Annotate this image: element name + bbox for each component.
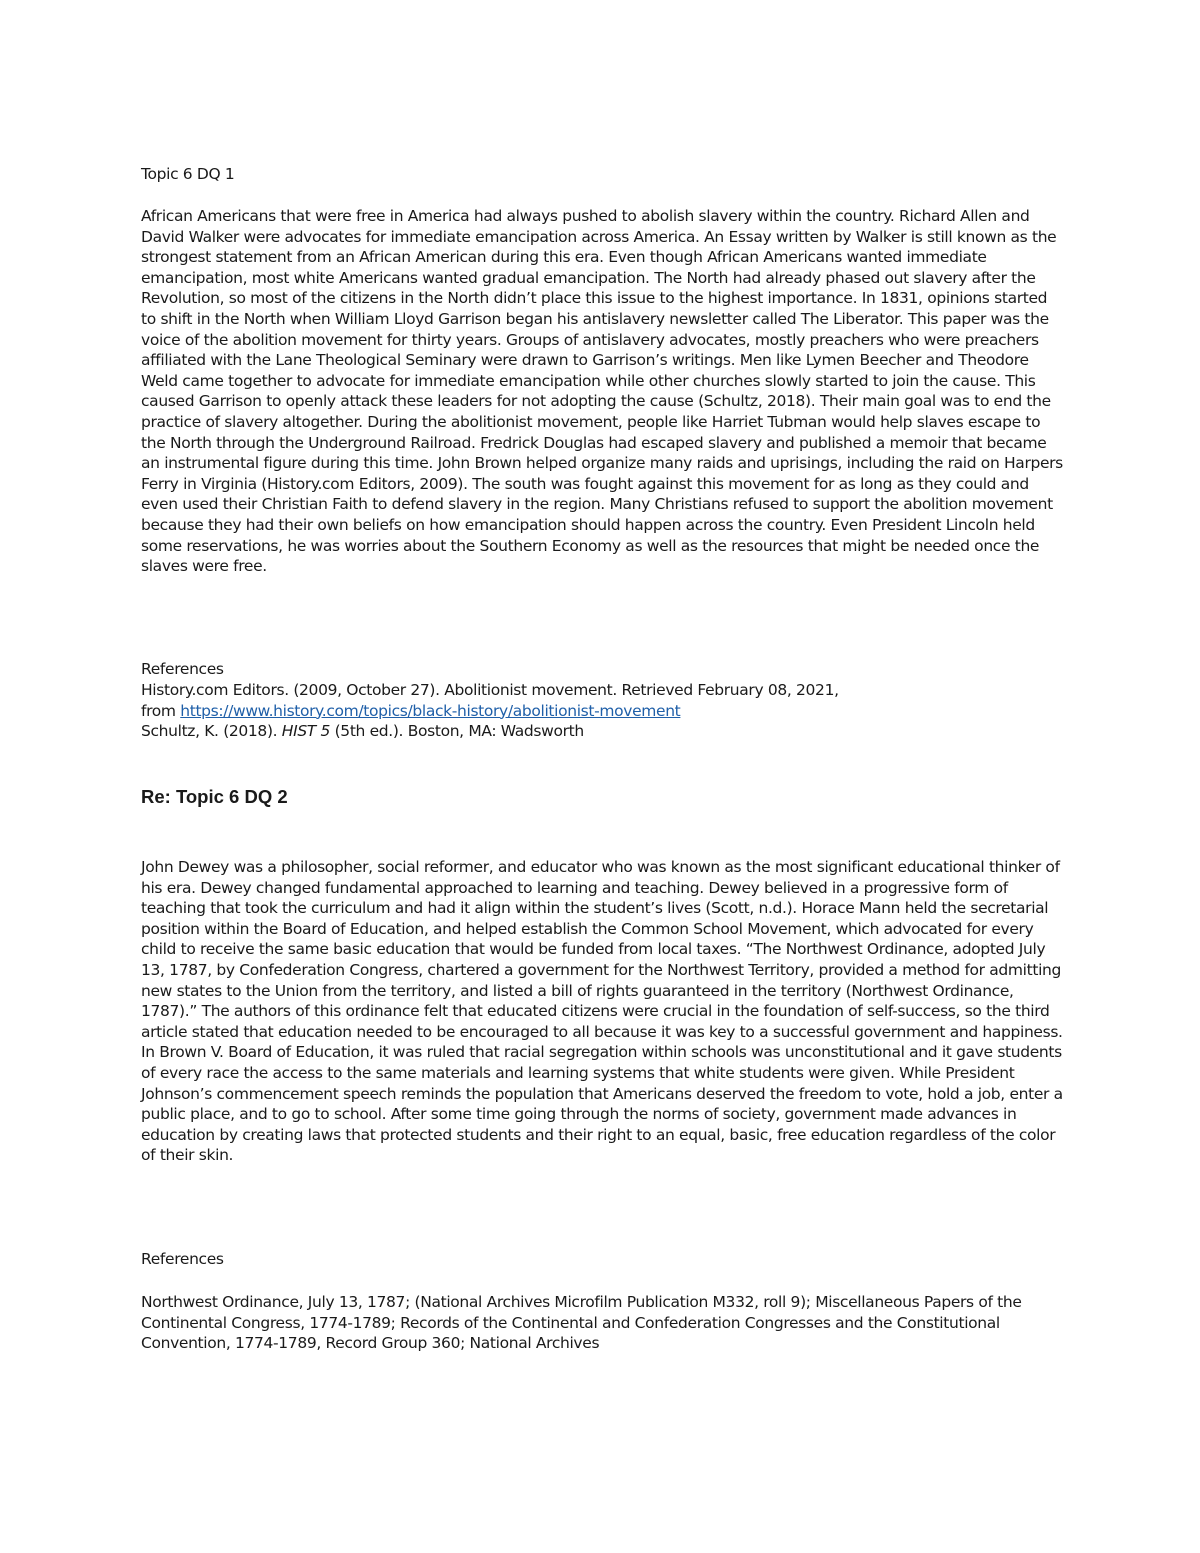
reference-history-link[interactable]: https://www.history.com/topics/black-history/abolitionist-movement	[180, 701, 681, 720]
reference-schultz-rest: (5th ed.). Boston, MA: Wadsworth	[330, 722, 584, 741]
topic2-body-paragraph: John Dewey was a philosopher, social reformer, and educator who was known as the most significant educational thinker of his era. Dewey changed fundamental approached to learning and teaching. Dewey believed in a progressive form of teaching that took the curriculum and had it align within the student’s lives (Scott, n.d.). Horace Mann held the secretarial position within the Board of Education, and helped establish the Common School Movement, which advocated for every child to receive the same basic education that would be funded from local taxes. “The Northwest Ordinance, adopted July 13, 1787, by Confederation Congress, chartered a government for the Northwest Territory, provided a method for admitting new states to the Union from the territory, and listed a bill of rights guaranteed in the territory (Northwest Ordinance, 1787).” The authors of this ordinance felt that educated citizens were crucial in the foundation of self-success, so the third article stated that education needed to be encouraged to all because it was key to a successful government and happiness. In Brown V. Board of Education, it was ruled that racial segregation within schools was unconstitutional and it gave students of every race the access to the same materials and learning systems that white students were given. While President Johnson’s commencement speech reminds the population that Americans deserved the freedom to vote, hold a job, enter a public place, and to go to school. After some time going through the norms of society, government made advances in education by creating laws that protected students and their right to an equal, basic, free education regardless of the color of their skin.	[141, 858, 1063, 1165]
reference-schultz-title: HIST 5	[281, 722, 331, 741]
reference-entry-history	[141, 680, 1066, 721]
topic1-references-list	[141, 680, 1066, 742]
topic1-title: Topic 6 DQ 1	[141, 165, 235, 183]
reference-entry-schultz	[141, 721, 1066, 742]
reference-schultz-author: Schultz, K. (2018).	[141, 722, 282, 741]
topic2-heading: Re: Topic 6 DQ 2	[141, 786, 288, 807]
reference-history-text: History.com Editors. (2009, October 27). Abolitionist movement. Retrieved February 08, 2021,	[141, 681, 839, 699]
topic1-body-paragraph: African Americans that were free in America had always pushed to abolish slavery within the country. Richard Allen and David Walker were advocates for immediate emancipation across America. An Essay written by Walker is still known as the strongest statement from an African American during this era. Even though African Americans wanted immediate emancipation, most white Americans wanted gradual emancipation. The North had already phased out slavery after the Revolution, so most of the citizens in the North didn’t place this issue to the highest importance. In 1831, opinions started to shift in the North when William Lloyd Garrison began his antislavery newsletter called The Liberator. This paper was the voice of the abolition movement for thirty years. Groups of antislavery advocates, mostly preachers who were preachers affiliated with the Lane Theological Seminary were drawn to Garrison’s writings. Men like Lymen Beecher and Theodore Weld came together to advocate for immediate emancipation while other churches slowly started to join the cause. This caused Garrison to openly attack these leaders for not adopting the cause (Schultz, 2018). Their main goal was to end the practice of slavery altogether. During the abolitionist movement, people like Harriet Tubman would help slaves escape to the North through the Underground Railroad. Fredrick Douglas had escaped slavery and published a memoir that became an instrumental figure during this time. John Brown helped organize many raids and uprisings, including the raid on Harpers Ferry in Virginia (History.com Editors, 2009). The south was fought against this movement for as long as they could and even used their Christian Faith to defend slavery in the region. Many Christians refused to support the abolition movement because they had their own beliefs on how emancipation should happen across the country. Even President Lincoln held some reservations, he was worries about the Southern Economy as well as the resources that might be needed once the slaves were free.	[141, 207, 1063, 576]
topic1-references-heading: References	[141, 660, 224, 678]
reference-entry-northwest-ordinance: Northwest Ordinance, July 13, 1787; (National Archives Microfilm Publication M332, roll 9); Miscellaneous Papers of the Continental Congress, 1774-1789; Records of the Continental and Confederation Congresses and the Constitutional Convention, 1774-1789, Record Group 360; National Archives	[141, 1293, 1022, 1353]
reference-history-from: from	[141, 701, 181, 720]
topic2-references-heading: References	[141, 1250, 224, 1268]
